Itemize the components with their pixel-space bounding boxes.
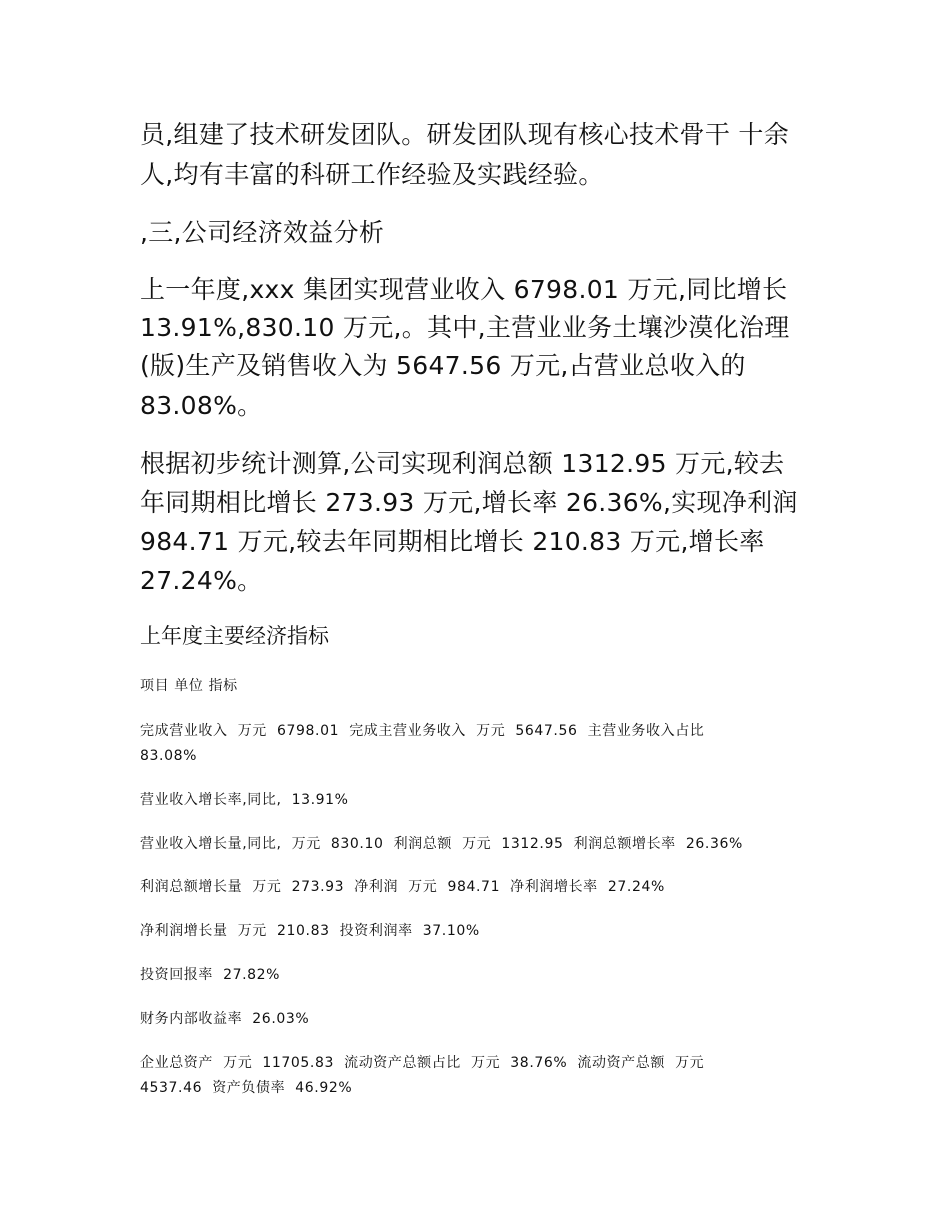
table-row-line: 投资回报率 27.82%: [140, 967, 281, 983]
paragraph-rd-team-line1: 员,组建了技术研发团队。研发团队现有核心技术骨干 十余: [140, 120, 789, 149]
table-row-line: 4537.46 资产负债率 46.92%: [140, 1080, 353, 1096]
paragraph-profit-line1: 根据初步统计测算,公司实现利润总额 1312.95 万元,较去: [140, 449, 785, 478]
paragraph-profit-line3: 984.71 万元,较去年同期相比增长 210.83 万元,增长率: [140, 527, 765, 556]
table-row-line: 营业收入增长率,同比, 13.91%: [140, 792, 349, 808]
paragraph-revenue-line2: 13.91%,830.10 万元,。其中,主营业业务土壤沙漠化治理: [140, 313, 790, 342]
paragraph-profit-line4: 27.24%。: [140, 566, 263, 595]
paragraph-revenue-line1: 上一年度,xxx 集团实现营业收入 6798.01 万元,同比增长: [140, 275, 788, 304]
paragraph-rd-team-line2: 人,均有丰富的科研工作经验及实践经验。: [140, 160, 604, 189]
table-row-line: 完成营业收入 万元 6798.01 完成主营业务收入 万元 5647.56 主营业务收入占比: [140, 723, 705, 739]
paragraph-revenue-line3: (版)生产及销售收入为 5647.56 万元,占营业总收入的: [140, 351, 746, 380]
table-row-line: 营业收入增长量,同比, 万元 830.10 利润总额 万元 1312.95 利润总额增长率 26.36%: [140, 836, 743, 852]
table-header: 项目 单位 指标: [140, 678, 238, 694]
table-row-line: 财务内部收益率 26.03%: [140, 1011, 310, 1027]
table-row-line: 企业总资产 万元 11705.83 流动资产总额占比 万元 38.76% 流动资产总额 万元: [140, 1055, 705, 1071]
paragraph-profit-line2: 年同期相比增长 273.93 万元,增长率 26.36%,实现净利润: [140, 488, 798, 517]
table-title: 上年度主要经济指标: [140, 624, 329, 648]
table-row-line: 净利润增长量 万元 210.83 投资利润率 37.10%: [140, 923, 480, 939]
table-row-line: 利润总额增长量 万元 273.93 净利润 万元 984.71 净利润增长率 27.24%: [140, 879, 665, 895]
section-title-economic-analysis: ,三,公司经济效益分析: [140, 218, 385, 247]
paragraph-revenue-line4: 83.08%。: [140, 391, 263, 420]
table-row-line: 83.08%: [140, 748, 197, 764]
